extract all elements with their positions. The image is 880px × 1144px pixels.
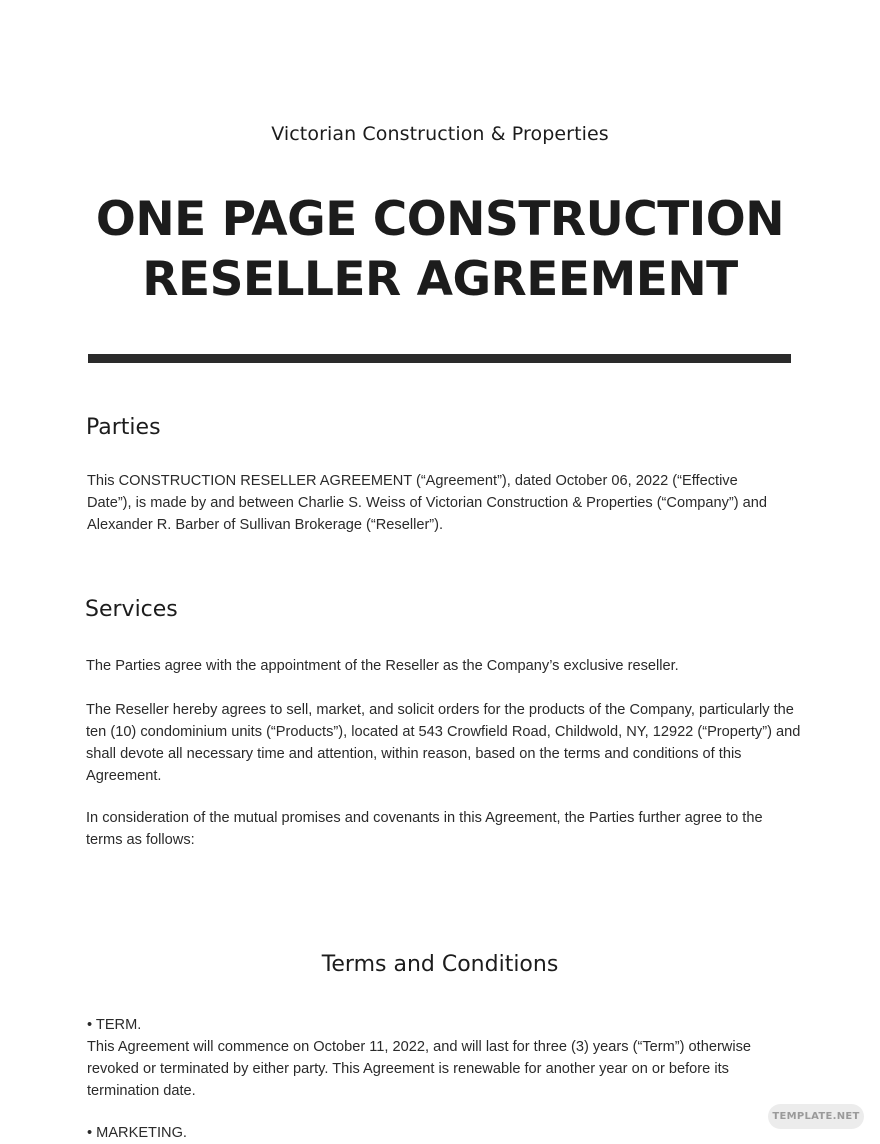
- company-name: Victorian Construction & Properties: [271, 123, 609, 145]
- services-heading: Services: [85, 597, 178, 622]
- title-line-2: RESELLER AGREEMENT: [142, 252, 738, 307]
- parties-paragraph: This CONSTRUCTION RESELLER AGREEMENT (“Agreement”), dated October 06, 2022 (“Effective Date”), is made by and between Charlie S. Weiss of Victorian Construction & Properties (“Company”) and Alexander R. Barber of Sullivan Brokerage (“Reseller”).: [87, 473, 767, 533]
- document-title: [60, 190, 820, 310]
- services-paragraph-1: The Parties agree with the appointment of the Reseller as the Company’s exclusive reseller.: [86, 658, 679, 674]
- services-paragraph-2: The Reseller hereby agrees to sell, market, and solicit orders for the products of the Company, particularly the ten (10) condominium units (“Products”), located at 543 Crowfield Road, Childwold, NY, 12922 (“Property”) and shall devote all necessary time and attention, within reason, based on the terms and conditions of this Agreement.: [86, 702, 801, 784]
- title-line-1: ONE PAGE CONSTRUCTION: [95, 192, 785, 247]
- terms-heading: Terms and Conditions: [321, 952, 559, 977]
- parties-heading: Parties: [86, 415, 161, 440]
- template-net-watermark: TEMPLATE.NET: [768, 1104, 864, 1129]
- services-paragraph-3: In consideration of the mutual promises and covenants in this Agreement, the Parties further agree to the terms as follows:: [86, 810, 763, 848]
- marketing-label: • MARKETING.: [87, 1125, 187, 1141]
- term-label: • TERM.: [87, 1017, 142, 1033]
- title-divider: [88, 354, 791, 363]
- term-text: This Agreement will commence on October 11, 2022, and will last for three (3) years (“Term”) otherwise revoked or terminated by either party. This Agreement is renewable for another year on or before its termination date.: [87, 1039, 751, 1099]
